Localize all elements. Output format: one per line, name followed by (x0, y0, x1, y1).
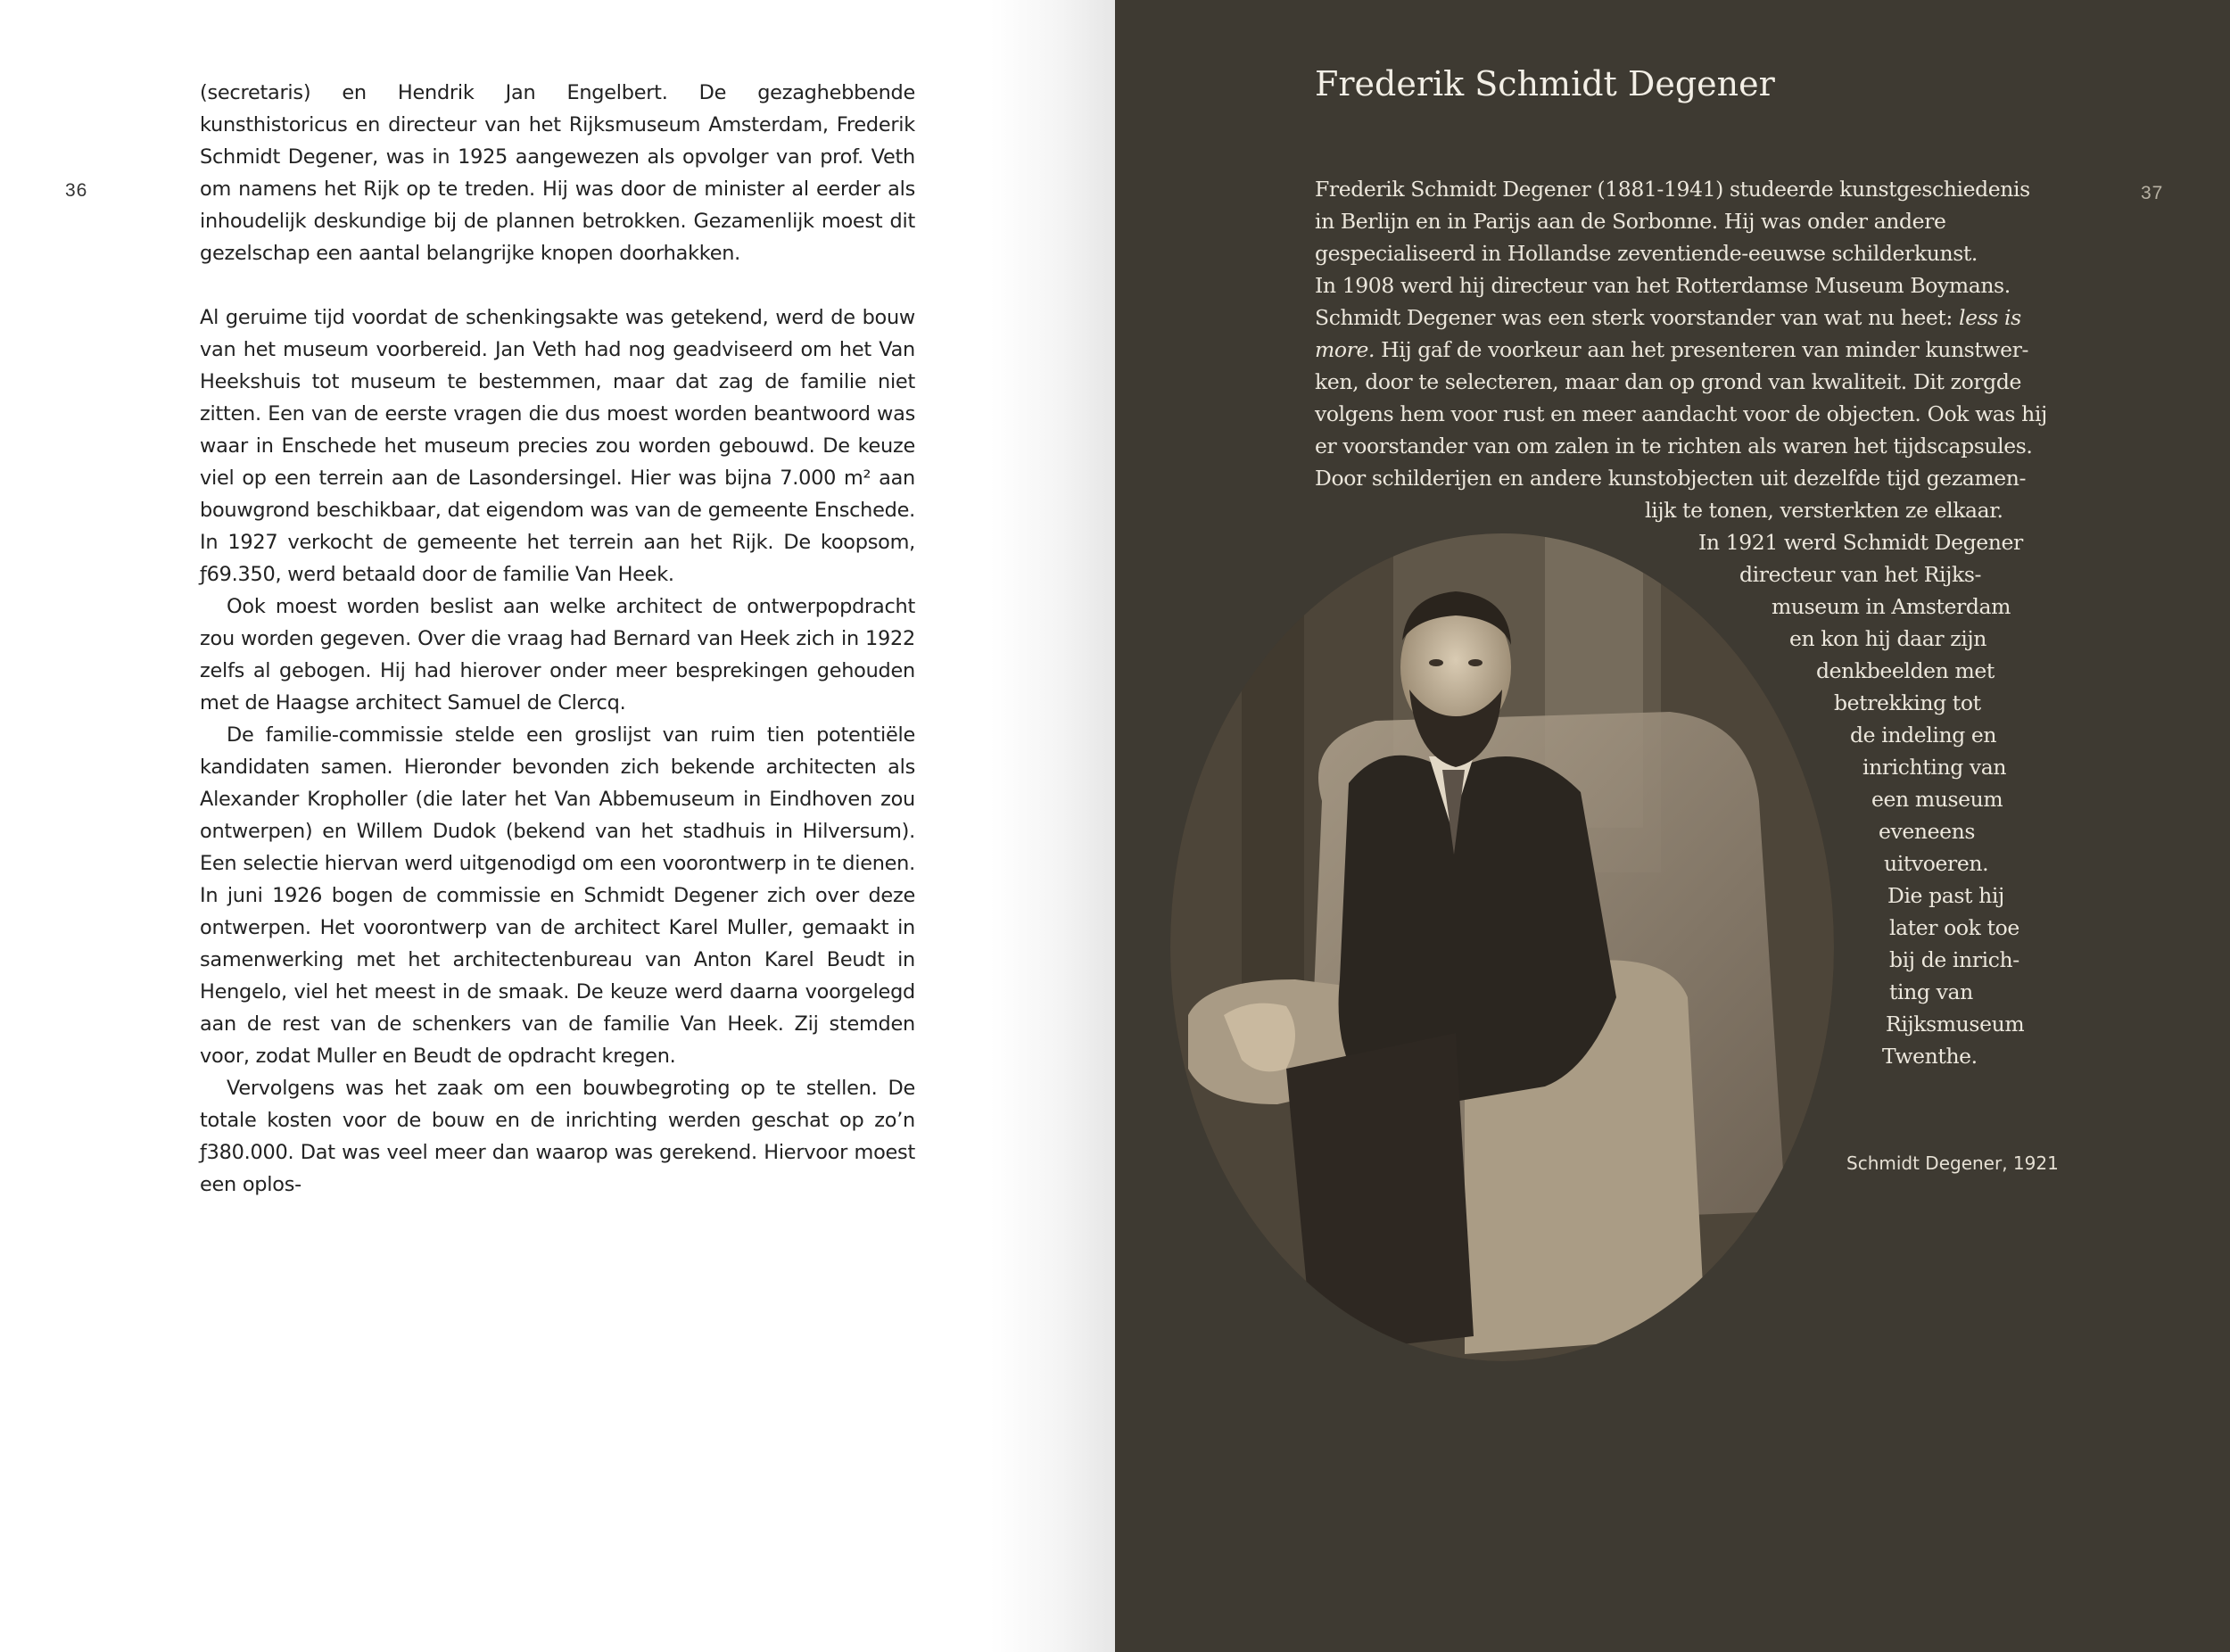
page-number-left: 36 (65, 180, 88, 201)
text-line: Door schilderijen en andere kunstobjecten uit dezelfde tijd gezamen- (1315, 466, 2027, 491)
text-line: Twenthe. (1882, 1044, 1978, 1069)
italic-phrase: less is (1959, 305, 2021, 330)
text-line (1315, 301, 2037, 334)
text-line: lijk te tonen, versterkten ze elkaar. (1645, 498, 2003, 523)
text-line (1315, 334, 2037, 366)
paragraph: Al geruime tijd voordat de schenkingsakte was getekend, werd de bouw van het museum voorbereid. Jan Veth had nog geadviseerd om het Van Heekshuis tot museum te bestemmen, maar dat zag de familie niet zitten. Een van de eerste vragen die dus moest worden beantwoord was waar in Enschede het museum precies zou worden gebouwd. De keuze viel op een terrein aan de Lasondersingel. Hier was bijna 7.000 m² aan bouwgrond beschikbaar, dat eigendom was van de gemeente Enschede. In 1927 verkocht de gemeente het terrein aan het Rijk. De koopsom, ƒ69.350, werd betaald door de familie Van Heek. (200, 306, 915, 586)
paragraph: De familie-commissie stelde een groslijst van ruim tien potentiële kandidaten samen. Hieronder bevonden zich bekende architecten als Alexander Kropholler (die later het Van Abbemuseum in Eindhoven zou ontwerpen) en Willem Dudok (bekend van het stadhuis in Hilversum). Een selectie hiervan werd uitgenodigd om een voorontwerp in te dienen. In juni 1926 bogen de commissie en Schmidt Degener zich over deze ontwerpen. Het voorontwerp van de architect Karel Muller, gemaakt in samenwerking met het architectenbureau van Anton Karel Beudt in Hengelo, viel het meest in de smaak. De keuze werd daarna voorgelegd aan de rest van de schenkers van de familie Van Heek. Zij stemden voor, zodat Muller en Beudt de opdracht kregen. (200, 723, 915, 1068)
sidebar-body-text (1315, 173, 2047, 1072)
text-line: een museum (1871, 787, 2003, 812)
text-line: eveneens (1879, 819, 1976, 844)
text-line: betrekking tot (1834, 690, 1981, 715)
text-line: volgens hem voor rust en meer aandacht voor de objecten. Ook was hij (1315, 401, 2047, 426)
paragraph: (secretaris) en Hendrik Jan Engelbert. De gezaghebbende kunsthistoricus en directeur van het Rijksmuseum Amsterdam, Frederik Schmidt Degener, was in 1925 aangewezen als opvolger van prof. Veth om namens het Rijk op te treden. Hij was door de minister al eerder als inhoudelijk deskundige bij de plannen betrokken. Gezamenlijk moest dit gezelschap een aantal belangrijke knopen doorhakken. (200, 81, 915, 265)
text-line: en kon hij daar zijn (1789, 626, 1986, 651)
text-line: in Berlijn en in Parijs aan de Sorbonne. Hij was onder andere (1315, 209, 1946, 234)
text-line: museum in Amsterdam (1772, 594, 2011, 619)
text-line: In 1908 werd hij directeur van het Rotterdamse Museum Boymans. (1315, 273, 2011, 298)
text-line: inrichting van (1862, 755, 2007, 780)
text-line: er voorstander van om zalen in te richten als waren het tijdscapsules. (1315, 434, 2033, 458)
paragraph: Ook moest worden beslist aan welke architect de ontwerpopdracht zou worden gegeven. Over die vraag had Bernard van Heek zich in 1922 zelfs al gebogen. Hij had hierover onder meer besprekingen gehouden met de Haagse architect Samuel de Clercq. (200, 595, 915, 714)
paragraph: Vervolgens was het zaak om een bouwbegroting op te stellen. De totale kosten voor de bouw en de inrichting werden geschat op zo’n ƒ380.000. Dat was veel meer dan waarop was gerekend. Hiervoor moest een oplos- (200, 1077, 915, 1196)
text-line: de indeling en (1850, 723, 1997, 748)
text-span: Schmidt Degener was een sterk voorstander van wat nu heet: (1315, 305, 1953, 330)
text-line: gespecialiseerd in Hollandse zeventiende-eeuwse schilderkunst. (1315, 241, 1978, 266)
text-line: denkbeelden met (1816, 658, 1995, 683)
text-line: Frederik Schmidt Degener (1881-1941) studeerde kunstgeschiedenis (1315, 177, 2030, 202)
photo-caption: Schmidt Degener, 1921 (1846, 1152, 2059, 1174)
text-line: Rijksmuseum (1886, 1012, 2025, 1037)
text-line: bij de inrich- (1889, 947, 2019, 972)
italic-phrase: more. (1315, 337, 1375, 362)
page-number-right: 37 (2141, 183, 2164, 203)
text-line: In 1921 werd Schmidt Degener (1698, 530, 2023, 555)
left-body-text (200, 77, 915, 1201)
text-line: later ook toe (1889, 915, 2019, 940)
text-line: ken, door te selecteren, maar dan op grond van kwaliteit. Dit zorgde (1315, 369, 2021, 394)
text-line: Die past hij (1887, 883, 2004, 908)
text-span: Hij gaf de voorkeur aan het presenteren van minder kunstwer- (1381, 337, 2028, 362)
text-line: ting van (1889, 979, 1973, 1004)
text-line: directeur van het Rijks- (1739, 562, 1982, 587)
sidebar-title: Frederik Schmidt Degener (1315, 64, 1775, 103)
text-line: uitvoeren. (1884, 851, 1989, 876)
